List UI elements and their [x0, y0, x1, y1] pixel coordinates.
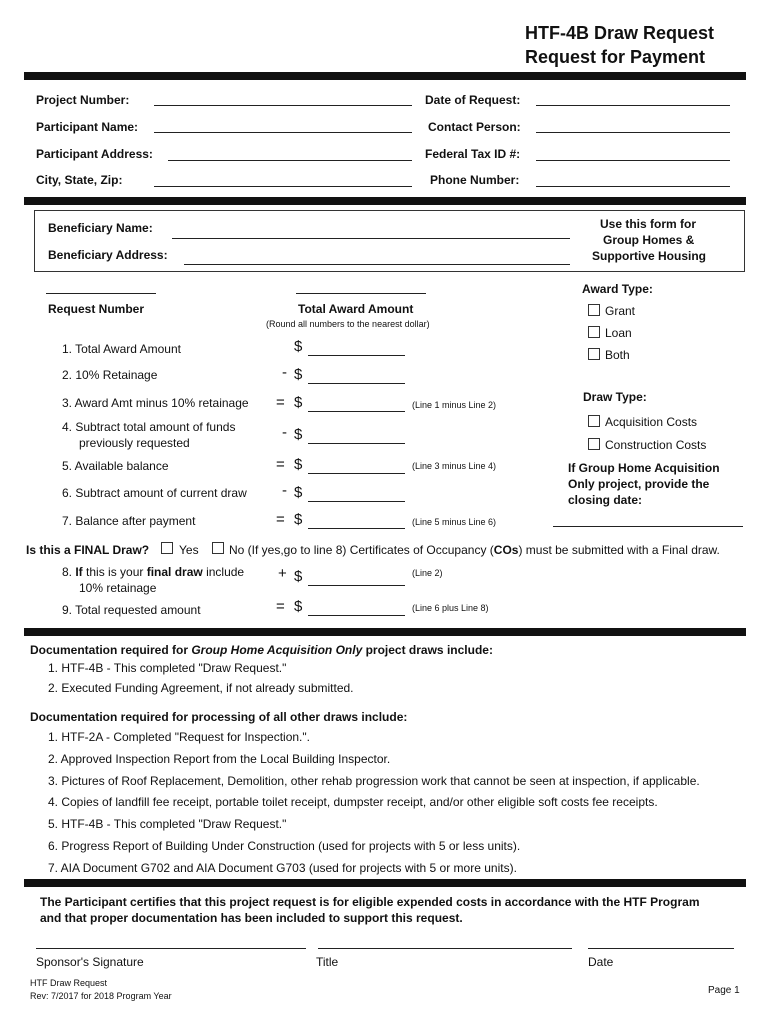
participant-address-label: Participant Address:: [36, 147, 153, 161]
beneficiary-name-label: Beneficiary Name:: [48, 221, 153, 235]
line-9-field[interactable]: [308, 615, 405, 616]
final-no-label-end: ) must be submitted with a Final draw.: [518, 543, 720, 557]
project-number-label: Project Number:: [36, 93, 130, 107]
acquisition-note-2: Only project, provide the: [568, 477, 710, 491]
docs-heading-1-pre: Documentation required for: [30, 643, 192, 657]
docs-heading-2: Documentation required for processing of all other draws include:: [30, 710, 408, 724]
cos-term: COs: [493, 543, 519, 557]
grant-checkbox[interactable]: [588, 304, 600, 316]
footer-revision: Rev: 7/2017 for 2018 Program Year: [30, 991, 172, 1001]
total-award-amount-label: Total Award Amount: [298, 302, 414, 316]
round-note: (Round all numbers to the nearest dollar): [266, 319, 430, 329]
final-yes-checkbox[interactable]: [161, 542, 173, 554]
line-1-dollar: $: [294, 338, 303, 355]
line-8-final-draw: final draw: [146, 565, 203, 579]
grant-label: Grant: [605, 304, 636, 318]
sponsor-signature-field[interactable]: [36, 948, 306, 949]
docs-list-2-item: 7. AIA Document G702 and AIA Document G703 (used for projects with 5 or more units).: [48, 861, 517, 875]
form-use-note-2: Group Homes &: [603, 233, 695, 247]
line-4-label-a: 4. Subtract total amount of funds: [62, 420, 236, 434]
acquisition-note-3: closing date:: [568, 493, 643, 507]
city-state-zip-field[interactable]: [154, 186, 412, 187]
footer-form-name: HTF Draw Request: [30, 978, 108, 988]
section-divider-3: [24, 879, 746, 887]
construction-costs-checkbox[interactable]: [588, 438, 600, 450]
line-8-dollar: $: [294, 568, 303, 585]
line-5-label: 5. Available balance: [62, 459, 169, 473]
line-9-note: (Line 6 plus Line 8): [412, 603, 489, 613]
header-divider: [24, 72, 746, 80]
request-number-label: Request Number: [48, 302, 145, 316]
line-8-note: (Line 2): [412, 568, 443, 578]
both-checkbox[interactable]: [588, 348, 600, 360]
beneficiary-address-label: Beneficiary Address:: [48, 248, 168, 262]
line-7-dollar: $: [294, 511, 303, 528]
award-type-label: Award Type:: [582, 282, 653, 296]
draw-type-label: Draw Type:: [583, 390, 647, 404]
line-6-field[interactable]: [308, 501, 405, 502]
form-use-note-3: Supportive Housing: [592, 249, 706, 263]
line-4-field[interactable]: [308, 443, 405, 444]
line-4-label-b: previously requested: [79, 436, 190, 450]
date-of-request-label: Date of Request:: [425, 93, 521, 107]
federal-tax-id-label: Federal Tax ID #:: [425, 147, 521, 161]
beneficiary-address-field[interactable]: [184, 264, 570, 265]
docs-list-2-item: 6. Progress Report of Building Under Construction (used for projects with 5 or less units).: [48, 839, 521, 853]
line-5-dollar: $: [294, 456, 303, 473]
line-3-field[interactable]: [308, 411, 405, 412]
certification-line-1: The Participant certifies that this project request is for eligible expended costs in accordance with the HTF Program: [40, 895, 700, 909]
form-title: HTF-4B Draw Request: [525, 23, 715, 43]
line-7-label: 7. Balance after payment: [62, 514, 196, 528]
line-5-field[interactable]: [308, 473, 405, 474]
line-6-label: 6. Subtract amount of current draw: [62, 486, 247, 500]
form-subtitle: Request for Payment: [525, 47, 706, 67]
line-8-plus: +: [278, 565, 287, 582]
final-no-label: No (If yes,go to line 8) Certificates of Occupancy (: [229, 543, 494, 557]
request-number-field[interactable]: [46, 293, 156, 294]
line-2-dollar: $: [294, 366, 303, 383]
date-field[interactable]: [588, 948, 734, 949]
docs-heading-1-italic: Group Home Acquisition Only: [191, 643, 363, 657]
final-no-checkbox[interactable]: [212, 542, 224, 554]
line-7-note: (Line 5 minus Line 6): [412, 517, 497, 527]
line-8-field[interactable]: [308, 585, 405, 586]
line-8-mid: this is your: [82, 565, 147, 579]
beneficiary-name-field[interactable]: [172, 238, 570, 239]
title-label: Title: [316, 955, 339, 969]
acquisition-costs-checkbox[interactable]: [588, 415, 600, 427]
footer-page-number: Page 1: [708, 985, 740, 996]
line-8-number: 8.: [62, 565, 76, 579]
final-draw-question: Is this a FINAL Draw?: [26, 543, 150, 557]
docs-list-2-item: 3. Pictures of Roof Replacement, Demolition, other rehab progression work that cannot be seen at inspection, if applicable.: [48, 774, 700, 788]
final-yes-label: Yes: [179, 543, 199, 557]
date-of-request-field[interactable]: [536, 105, 730, 106]
participant-address-field[interactable]: [168, 160, 412, 161]
participant-name-label: Participant Name:: [36, 120, 139, 134]
line-9-dollar: $: [294, 598, 303, 615]
line-1-label: 1. Total Award Amount: [62, 342, 181, 356]
section-divider-1: [24, 197, 746, 205]
docs-list-2-item: 2. Approved Inspection Report from the Local Building Inspector.: [48, 752, 391, 766]
line-3-label: 3. Award Amt minus 10% retainage: [62, 396, 249, 410]
both-label: Both: [605, 348, 630, 362]
docs-heading-1: [30, 643, 493, 657]
docs-list-2-item: 1. HTF-2A - Completed "Request for Inspection.".: [48, 730, 310, 744]
contact-person-label: Contact Person:: [428, 120, 521, 134]
phone-number-label: Phone Number:: [430, 173, 520, 187]
line-9-label: 9. Total requested amount: [62, 603, 201, 617]
closing-date-field[interactable]: [553, 526, 743, 527]
final-no-text: [229, 543, 720, 557]
participant-name-field[interactable]: [154, 132, 412, 133]
line-7-field[interactable]: [308, 528, 405, 529]
project-number-field[interactable]: [154, 105, 412, 106]
form-use-note-1: Use this form for: [600, 217, 697, 231]
line-5-equals: =: [276, 456, 285, 473]
sponsor-signature-label: Sponsor's Signature: [36, 955, 144, 969]
date-label: Date: [588, 955, 614, 969]
line-3-dollar: $: [294, 394, 303, 411]
federal-tax-id-field[interactable]: [536, 160, 730, 161]
construction-costs-label: Construction Costs: [605, 438, 707, 452]
line-2-field[interactable]: [308, 383, 405, 384]
line-2-minus: -: [282, 364, 287, 381]
loan-checkbox[interactable]: [588, 326, 600, 338]
docs-list-2-item: 5. HTF-4B - This completed "Draw Request.": [48, 817, 287, 831]
line-9-equals: =: [276, 598, 285, 615]
section-divider-2: [24, 628, 746, 636]
contact-person-field[interactable]: [536, 132, 730, 133]
line-1-field[interactable]: [308, 355, 405, 356]
docs-list-1-item: 2. Executed Funding Agreement, if not already submitted.: [48, 681, 354, 695]
line-3-equals: =: [276, 394, 285, 411]
line-8-if: If: [75, 565, 83, 579]
line-8-post: include: [202, 565, 245, 579]
line-7-equals: =: [276, 511, 285, 528]
line-3-note: (Line 1 minus Line 2): [412, 400, 497, 410]
line-6-minus: -: [282, 482, 287, 499]
title-field[interactable]: [318, 948, 572, 949]
phone-number-field[interactable]: [536, 186, 730, 187]
line-5-note: (Line 3 minus Line 4): [412, 461, 497, 471]
loan-label: Loan: [605, 326, 632, 340]
certification-line-2: and that proper documentation has been included to support this request.: [40, 911, 463, 925]
docs-list-2-item: 4. Copies of landfill fee receipt, portable toilet receipt, dumpster receipt, and/or other eligible soft costs fee receipts.: [48, 795, 658, 809]
docs-heading-1-post: project draws include:: [362, 643, 493, 657]
acquisition-note-1: If Group Home Acquisition: [568, 461, 720, 475]
line-4-minus: -: [282, 424, 287, 441]
line-6-dollar: $: [294, 484, 303, 501]
line-8-label-a: [62, 565, 244, 579]
city-state-zip-label: City, State, Zip:: [36, 173, 123, 187]
line-2-label: 2. 10% Retainage: [62, 368, 158, 382]
line-8-label-b: 10% retainage: [79, 581, 157, 595]
total-award-amount-field[interactable]: [296, 293, 426, 294]
line-4-dollar: $: [294, 426, 303, 443]
docs-list-1-item: 1. HTF-4B - This completed "Draw Request.": [48, 661, 287, 675]
acquisition-costs-label: Acquisition Costs: [605, 415, 698, 429]
